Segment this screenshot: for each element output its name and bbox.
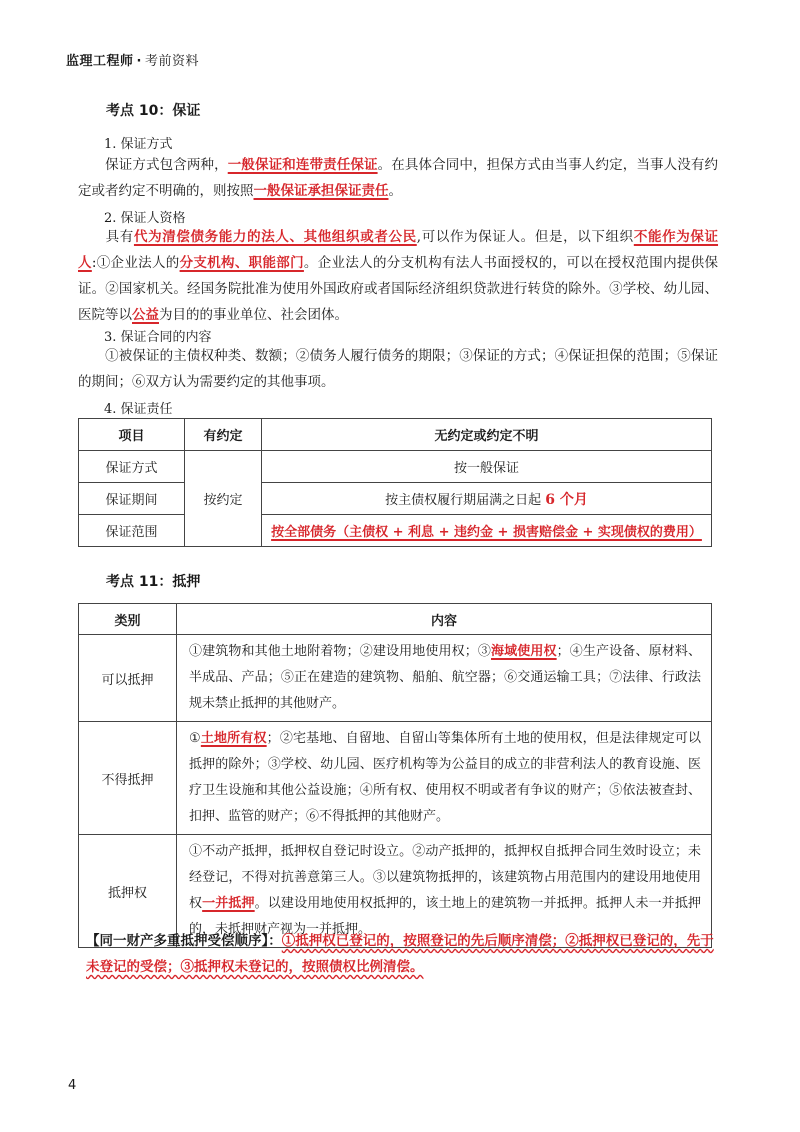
mortgage-priority-summary xyxy=(86,928,716,980)
table-header-row xyxy=(79,419,712,451)
paragraph-guarantee-method: 保证方式包含两种，一般保证和连带责任保证。在具体合同中，担保方式由当事人约定，当事人没有约定或者约定不明确的，则按照一般保证承担保证责任。 xyxy=(78,157,719,199)
highlight-default-rule: 一般保证承担保证责任 xyxy=(253,183,389,199)
table-row xyxy=(79,635,712,722)
summary-text: ①抵押权已登记的，按照登记的先后顺序清偿；②抵押权已登记的，先于未登记的受偿；③抵押权未登记的，按照债权比例清偿。 xyxy=(86,933,714,975)
column-header: 有约定 xyxy=(185,419,262,451)
table-cell-item: 保证期间 xyxy=(79,483,185,515)
header-separator: · xyxy=(136,54,142,69)
subheading-guarantor-qualification: 2. 保证人资格 xyxy=(104,211,186,226)
table-row xyxy=(79,483,712,515)
column-header: 项目 xyxy=(79,419,185,451)
table-row xyxy=(79,515,712,547)
column-header: 类别 xyxy=(79,604,177,635)
table-row xyxy=(79,451,712,483)
table-cell-value xyxy=(262,515,712,547)
table-cell-value: 按一般保证 xyxy=(262,451,712,483)
column-header: 内容 xyxy=(177,604,712,635)
highlight-not-guarantor: 不能作为保证人 xyxy=(78,229,719,271)
paragraph-contract-content: ①被保证的主债权种类、数额；②债务人履行债务的期限；③保证的方式；④保证担保的范围；⑤保证的期间；⑥双方认为需要约定的其他事项。 xyxy=(78,348,718,390)
table-header-row xyxy=(79,604,712,635)
page-number: 4 xyxy=(68,1078,77,1093)
subheading-guarantee-liability: 4. 保证责任 xyxy=(104,402,173,417)
table-cell-content: ①建筑物和其他土地附着物；②建设用地使用权；③海域使用权；④生产设备、原材料、半成品、产品；⑤正在建造的建筑物、船舶、航空器；⑥交通运输工具；⑦法律、行政法规未禁止抵押的其他财产。 xyxy=(177,635,712,722)
highlight-sea-area: 海域使用权 xyxy=(491,644,557,659)
table-cell-category: 抵押权 xyxy=(79,835,177,948)
header-title: 监理工程师 xyxy=(66,54,134,69)
guarantee-liability-table xyxy=(78,418,712,547)
highlight-public-welfare: 公益 xyxy=(132,307,159,323)
table-cell-item: 保证方式 xyxy=(79,451,185,483)
highlight-full-debt: 按全部债务（主债权 + 利息 + 违约金 + 损害赔偿金 + 实现债权的费用） xyxy=(271,525,702,540)
table-row xyxy=(79,722,712,835)
highlight-guarantee-types: 一般保证和连带责任保证 xyxy=(227,157,378,173)
paragraph-guarantor-qualification: 具有代为清偿债务能力的法人、其他组织或者公民,可以作为保证人。但是，以下组织不能作为保证人:①企业法人的分支机构、职能部门。企业法人的分支机构有法人书面授权的，可以在授权范围内提供保证。②国家机关。经国务院批准为使用外国政府或者国际经济组织贷款进行转贷的除外。③学校、幼儿园、医院等以公益为目的的事业单位、社会团体。 xyxy=(78,229,719,323)
subheading-contract-content: 3. 保证合同的内容 xyxy=(104,330,212,345)
highlight-jointly-mortgaged: 一并抵押 xyxy=(202,896,255,911)
page-header xyxy=(66,50,199,69)
table-cell-category: 可以抵押 xyxy=(79,635,177,722)
table-cell-value: 按主债权履行期届满之日起 6 个月 xyxy=(262,483,712,515)
column-header: 无约定或约定不明 xyxy=(262,419,712,451)
table-cell-content: ①土地所有权；②宅基地、自留地、自留山等集体所有土地的使用权，但是法律规定可以抵押的除外；③学校、幼儿园、医疗机构等为公益目的成立的非营利法人的教育设施、医疗卫生设施和其他公益设施；④所有权、使用权不明或者有争议的财产；⑤依法被查封、扣押、监管的财产；⑥不得抵押的其他财产。 xyxy=(177,722,712,835)
subheading-guarantee-method: 1. 保证方式 xyxy=(104,137,173,152)
table-cell-agreed: 按约定 xyxy=(185,451,262,547)
highlight-qualified-guarantor: 代为清偿债务能力的法人、其他组织或者公民 xyxy=(133,229,417,245)
section-title-11: 考点 11：抵押 xyxy=(106,574,201,590)
table-cell-item: 保证范围 xyxy=(79,515,185,547)
summary-label: 【同一财产多重抵押受偿顺序】： xyxy=(86,933,282,949)
highlight-branch-functional: 分支机构、职能部门 xyxy=(179,255,304,271)
section-title-10: 考点 10：保证 xyxy=(106,103,201,119)
table-cell-category: 不得抵押 xyxy=(79,722,177,835)
header-subtitle: 考前资料 xyxy=(144,54,199,69)
mortgage-table xyxy=(78,603,712,948)
highlight-land-ownership: 土地所有权 xyxy=(200,731,267,746)
highlight-six-months: 6 个月 xyxy=(545,491,588,508)
table-cell-content: ①不动产抵押，抵押权自登记时设立。②动产抵押的，抵押权自抵押合同生效时设立；未经登记，不得对抗善意第三人。③以建筑物抵押的，该建筑物占用范围内的建设用地使用权一并抵押。以建设用地使用权抵押的，该土地上的建筑物一并抵押。抵押人未一并抵押的，未抵押财产视为一并抵押。 xyxy=(177,835,712,948)
